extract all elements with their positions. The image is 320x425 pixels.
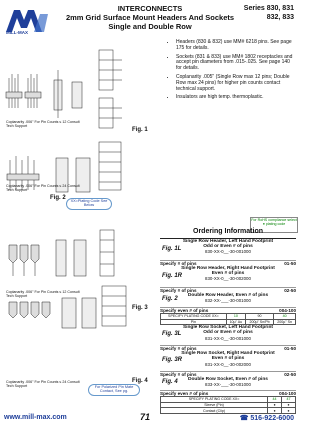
fig3-label: Fig. 3 bbox=[132, 305, 148, 311]
section-fig-label: Fig. 2 bbox=[162, 296, 178, 302]
plating-row-label: Contact (Clip) bbox=[161, 408, 268, 414]
coplanarity-note-2: Coplanarity .006" For Pin Counts ≤ 24 Consult Tech Support bbox=[6, 184, 80, 192]
coplanarity-note-4: Coplanarity .006" For Pin Counts ≤ 24 Consult Tech Support bbox=[6, 380, 80, 388]
part-number: 831-XX-0__-30-001000 bbox=[205, 335, 251, 341]
plating-code: 44 bbox=[268, 397, 282, 403]
section-subtitle: Even # of pins bbox=[211, 356, 245, 362]
page-title: INTERCONNECTS bbox=[117, 4, 183, 13]
section-subtitle: Odd or Even # of pins bbox=[203, 330, 253, 336]
plating-table-sockets bbox=[160, 396, 296, 414]
part-number: 832-XX-___-30-001000 bbox=[205, 298, 251, 304]
part-number: 830-XX-0__-30-001000 bbox=[205, 249, 251, 255]
plating-table-pins bbox=[160, 313, 296, 325]
plating-cell: 200µ" Sn/Pb bbox=[245, 319, 273, 325]
fig2-label: Fig. 2 bbox=[50, 195, 66, 201]
section-title: Double Row Socket, Even # of pins bbox=[188, 377, 268, 383]
plating-cell: ● bbox=[282, 402, 296, 408]
order-section-4 bbox=[160, 377, 296, 391]
bullet-item: • Headers (830 & 832) use MM# 6218 pins. See page 175 for details. bbox=[176, 40, 296, 52]
fig3-drawing bbox=[9, 230, 114, 276]
spec-label: Specify # of pins bbox=[160, 288, 197, 293]
plating-code-badge: XX=Plating Code See Below bbox=[66, 198, 112, 210]
plating-code: 47 bbox=[282, 397, 296, 403]
spec-range: 02-50 bbox=[284, 288, 296, 293]
section-fig-label: Fig. 3L bbox=[162, 331, 182, 338]
bullet-item: • Coplanarity .005" (Single Row max 12 pins; Double Row max 24 pins) for higher pin counts contact technical support. bbox=[176, 75, 296, 92]
plating-header: SPECIFY PLATING CODE XX= bbox=[161, 314, 227, 320]
bullet-item: • Insulators are high temp. thermoplastic. bbox=[176, 95, 296, 101]
plating-row-label: Pin bbox=[161, 319, 227, 325]
section-fig-label: Fig. 4 bbox=[162, 379, 178, 386]
part-number: 831-XX-0__-30-002000 bbox=[205, 361, 251, 367]
section-title: Single Row Socket, Left Hand Footprint bbox=[182, 325, 274, 331]
part-number: 833-XX-___-30-001000 bbox=[205, 382, 251, 388]
section-title: Double Row Header, Even # of pins bbox=[187, 293, 269, 298]
order-section-1r bbox=[160, 266, 296, 288]
section-title: Single Row Header, Left Hand Footprint bbox=[182, 239, 274, 244]
logo-text: MILL-MAX bbox=[6, 30, 28, 35]
plating-cell: ● bbox=[282, 408, 296, 414]
plating-code: 40 bbox=[274, 314, 296, 320]
plating-cell: ● bbox=[268, 402, 282, 408]
section-subtitle: Odd or Even # of pins bbox=[203, 244, 253, 250]
plating-cell: ● bbox=[268, 408, 282, 414]
plating-code: 10 bbox=[226, 314, 245, 320]
series-label: Series 830, 831 bbox=[243, 5, 294, 12]
section-title: Single Row Socket, Right Hand Footprint bbox=[181, 351, 275, 357]
section-subtitle: Even # of pins bbox=[211, 271, 245, 277]
spec-range: 004-100 bbox=[279, 308, 296, 313]
page-number: 71 bbox=[140, 412, 151, 422]
rohs-note: For RoHS compliance select ● plating code bbox=[250, 217, 298, 233]
coplanarity-note-1: Coplanarity .006" For Pin Counts ≤ 12 Consult Tech Support bbox=[6, 120, 80, 128]
plating-header: SPECIFY PLATING CODE XX= bbox=[161, 397, 268, 403]
order-section-1l bbox=[160, 239, 296, 261]
part-number: 830-XX-0__-30-002000 bbox=[205, 276, 251, 282]
plating-row-label: Sleeve (Pin) bbox=[161, 402, 268, 408]
spec-range: 01-50 bbox=[284, 346, 296, 352]
fig1-drawing bbox=[6, 50, 122, 128]
ordering-table bbox=[160, 238, 296, 413]
spec-label: Specify # of pins bbox=[160, 261, 197, 266]
footer-phone: ☎ 516-922-6000 bbox=[239, 415, 294, 422]
spec-range: 02-50 bbox=[284, 372, 296, 378]
order-section-3r bbox=[160, 351, 296, 372]
page-subtitle-2: Single and Double Row bbox=[108, 22, 192, 31]
section-fig-label: Fig. 1L bbox=[162, 246, 182, 252]
fig1-label: Fig. 1 bbox=[132, 127, 148, 133]
order-section-3l bbox=[160, 325, 296, 346]
page-subtitle: 2mm Grid Surface Mount Headers And Sockets bbox=[65, 13, 235, 22]
plating-code: 90 bbox=[245, 314, 273, 320]
bullet-item: • Sockets (831 & 833) use MM# 1802 receptacles and accept pin diameters from .015-.025. See page 140 for details. bbox=[176, 55, 296, 72]
plating-cell: 10µ" Au bbox=[226, 319, 245, 325]
section-fig-label: Fig. 1R bbox=[162, 273, 183, 279]
spec-label: Specify # of pins bbox=[160, 346, 197, 352]
spec-label: Specify even # of pins bbox=[160, 308, 209, 313]
section-title: Single Row Header, Right Hand Footprint bbox=[181, 266, 275, 271]
series-label-2: 832, 833 bbox=[266, 14, 294, 21]
fig4-label: Fig. 4 bbox=[132, 378, 148, 384]
spec-range: 004-100 bbox=[279, 391, 296, 397]
footer-url[interactable]: www.mill-max.com bbox=[4, 414, 67, 421]
spec-label: Specify # of pins bbox=[160, 372, 197, 378]
feature-bullets bbox=[168, 40, 296, 104]
polarized-badge: For Polarized Pin Mate Contact, See pg. bbox=[88, 384, 140, 396]
coplanarity-note-3: Coplanarity .006" For Pin Counts ≤ 12 Consult Tech Support bbox=[6, 290, 80, 298]
ordering-title: Ordering Information bbox=[193, 228, 263, 235]
plating-cell: 200µ" Sn bbox=[274, 319, 296, 325]
section-fig-label: Fig. 3R bbox=[162, 357, 183, 364]
order-section-2 bbox=[160, 293, 296, 308]
spec-label: Specify even # of pins bbox=[160, 391, 209, 397]
spec-range: 01-50 bbox=[284, 261, 296, 266]
